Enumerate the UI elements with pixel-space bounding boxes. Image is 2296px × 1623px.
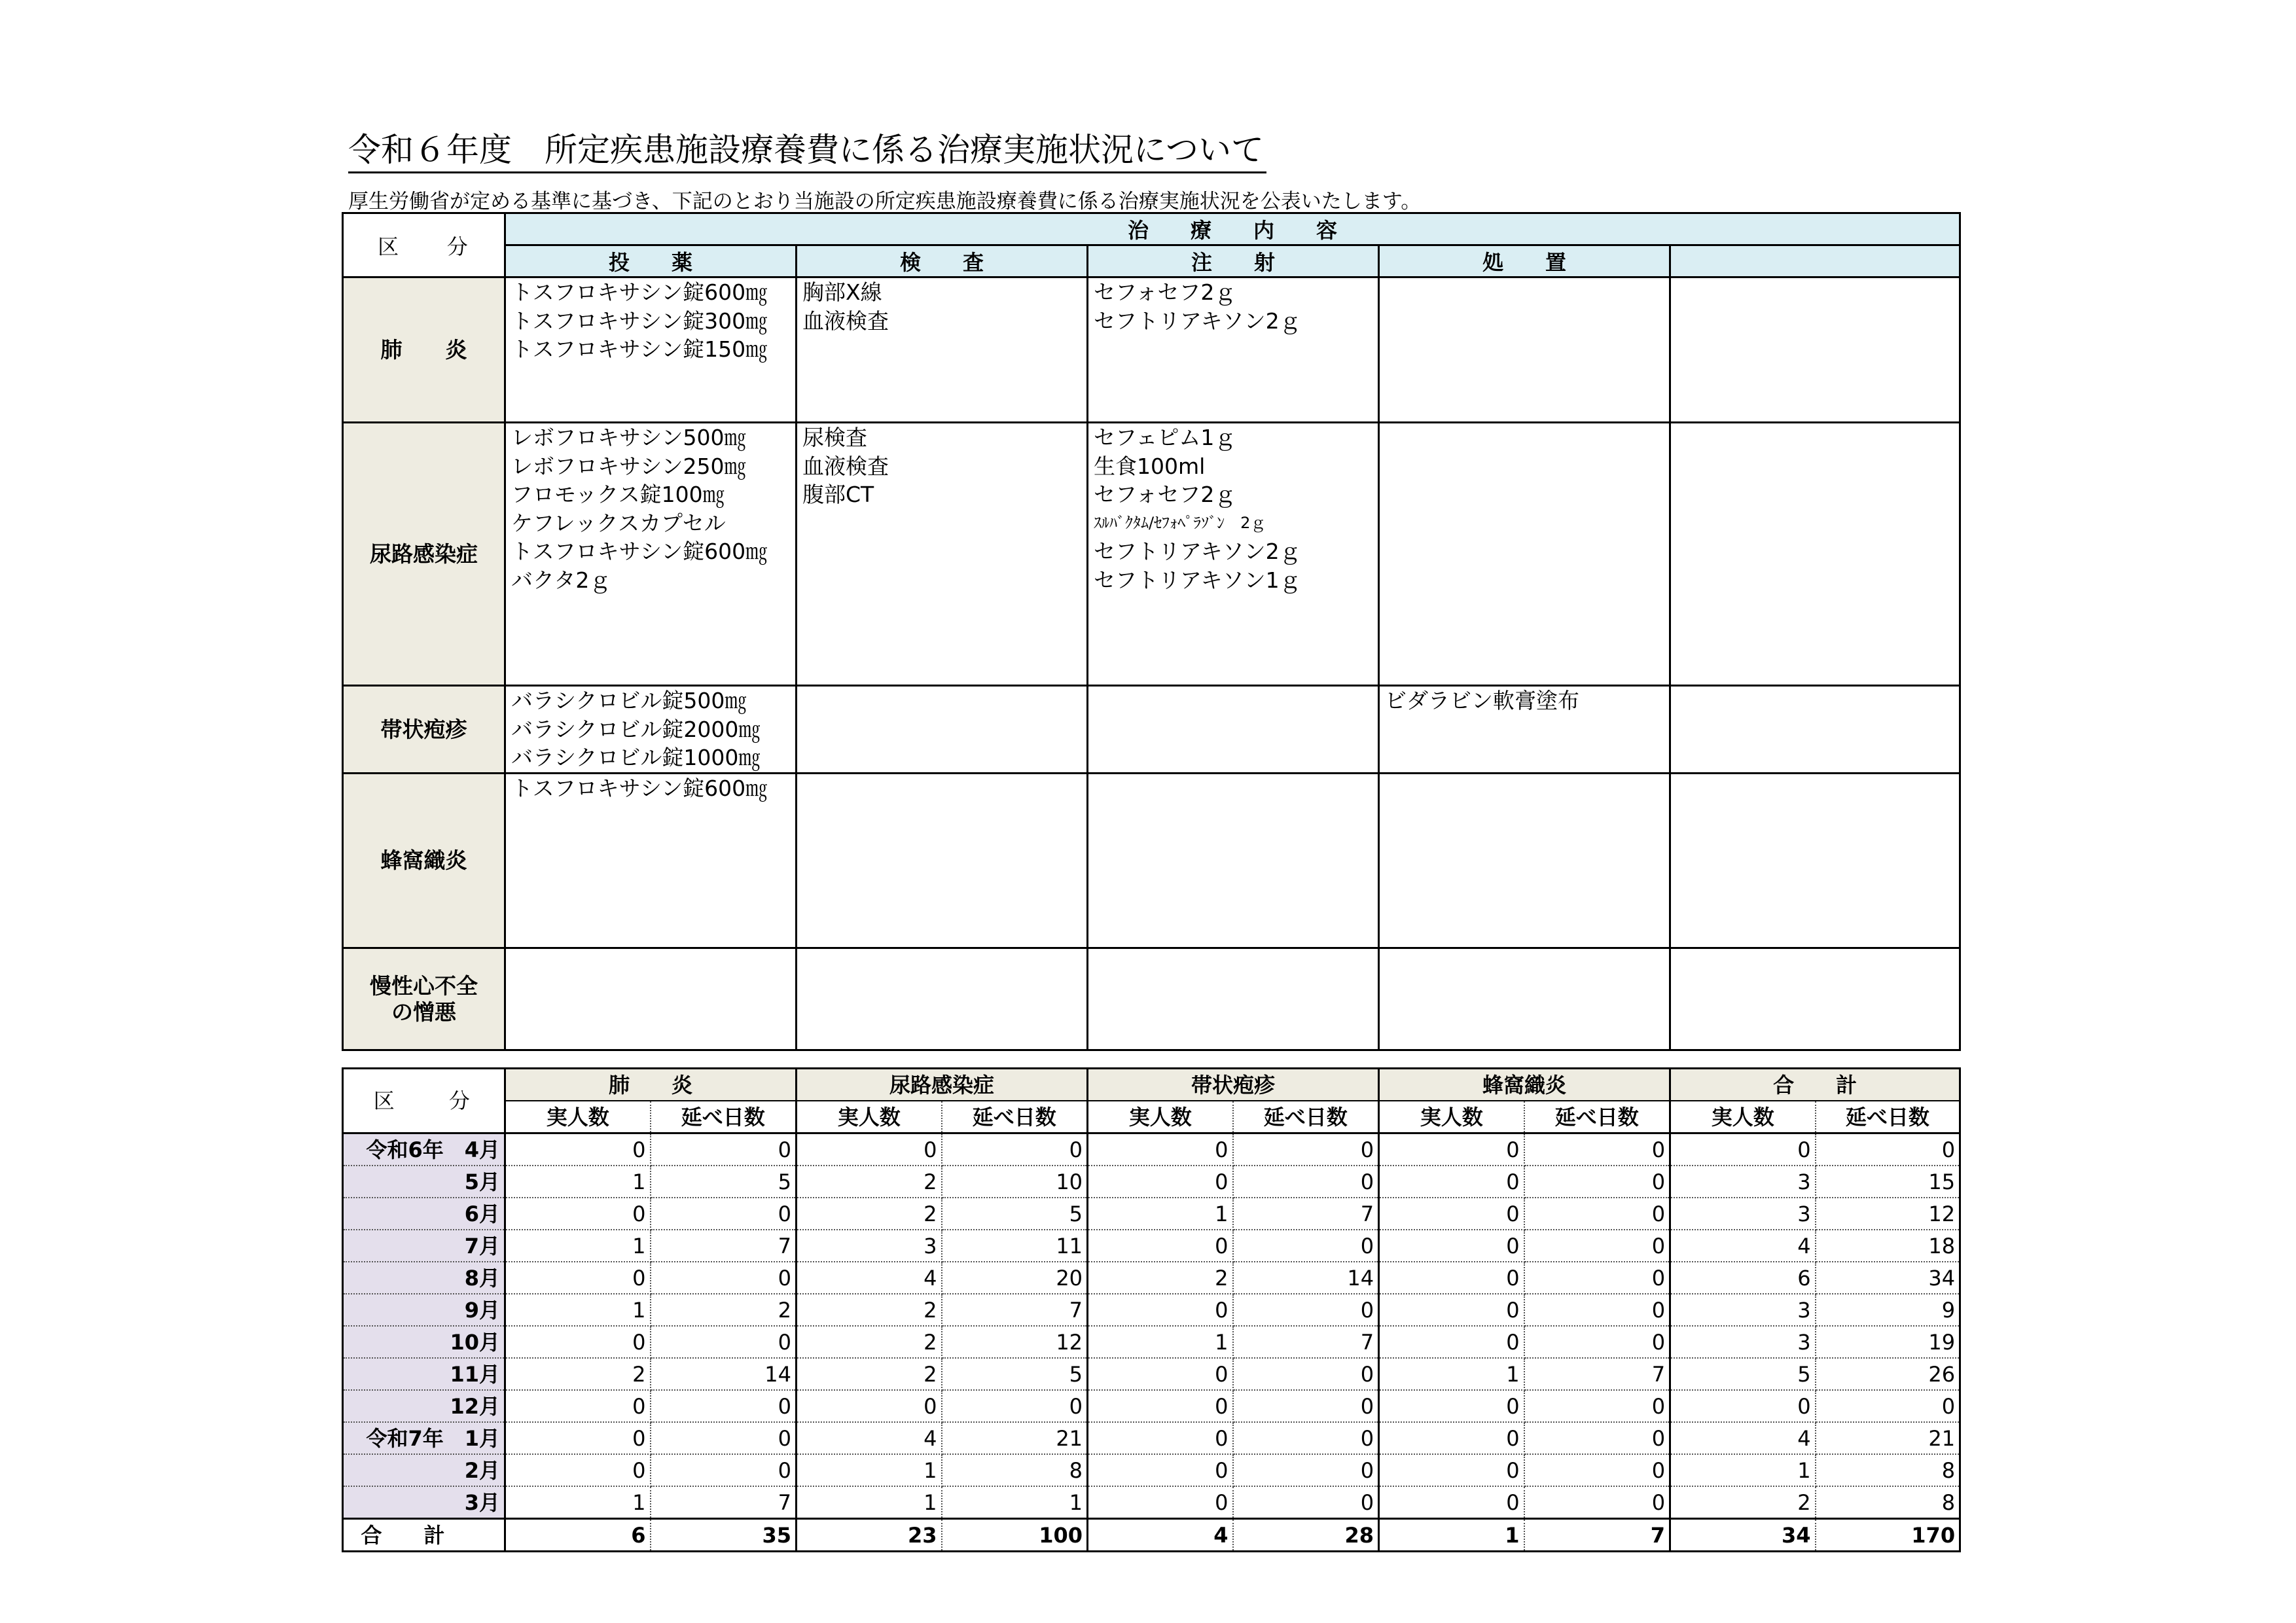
treatment-item: セフェピム1ｇ	[1094, 425, 1236, 450]
treatment-cell-medication	[505, 774, 797, 948]
patients-count: 2	[797, 1198, 942, 1230]
month-row	[343, 1166, 1960, 1198]
patients-count: 4	[797, 1262, 942, 1294]
patients-count: 5	[1670, 1358, 1816, 1390]
days-count: 18	[1816, 1230, 1960, 1262]
treatment-cell-blank	[1670, 774, 1960, 948]
treatment-item: ケフレックスカプセル	[511, 510, 726, 536]
treatment-row-chronic-heart-failure	[343, 948, 1960, 1050]
month-label: 3月	[343, 1486, 505, 1519]
patients-count: 0	[1088, 1486, 1233, 1519]
page-title: 令和６年度 所定疾患施設療養費に係る治療実施状況について	[348, 128, 1266, 173]
month-row	[343, 1486, 1960, 1519]
group-header-total: 合 計	[1670, 1069, 1960, 1101]
treatment-item: レボフロキサシン500㎎	[511, 425, 746, 450]
patients-count: 0	[1670, 1133, 1816, 1166]
treatment-item: バラシクロビル錠2000㎎	[511, 716, 761, 742]
month-row	[343, 1358, 1960, 1390]
patients-count: 0	[1379, 1262, 1524, 1294]
total-patients: 4	[1088, 1519, 1233, 1552]
days-count: 12	[942, 1326, 1088, 1358]
days-count: 0	[1524, 1166, 1670, 1198]
subheader-days: 延べ日数	[1233, 1101, 1379, 1133]
days-count: 0	[1233, 1454, 1379, 1486]
days-count: 0	[1524, 1422, 1670, 1454]
column-header-examination: 検 査	[797, 245, 1088, 277]
month-row	[343, 1422, 1960, 1454]
days-count: 0	[1524, 1294, 1670, 1326]
month-label: 令和6年 4月	[343, 1133, 505, 1166]
kubun-header: 区 分	[343, 1069, 505, 1133]
total-patients: 23	[797, 1519, 942, 1552]
patients-count: 0	[1379, 1294, 1524, 1326]
treatment-item: セフォセフ2ｇ	[1094, 279, 1236, 305]
kubun-header: 区 分	[343, 213, 505, 277]
days-count: 0	[1233, 1390, 1379, 1422]
subheader-patients: 実人数	[505, 1101, 651, 1133]
patients-count: 0	[1379, 1133, 1524, 1166]
days-count: 0	[1524, 1262, 1670, 1294]
treatment-item: トスフロキサシン錠300㎎	[511, 308, 768, 334]
month-row	[343, 1198, 1960, 1230]
days-count: 11	[942, 1230, 1088, 1262]
patients-count: 1	[1088, 1198, 1233, 1230]
treatment-item: トスフロキサシン錠600㎎	[511, 776, 768, 801]
days-count: 0	[1524, 1326, 1670, 1358]
days-count: 26	[1816, 1358, 1960, 1390]
treatment-cell-blank	[1670, 686, 1960, 774]
row-label: 尿路感染症	[343, 423, 505, 686]
treatment-cell-examination	[797, 686, 1088, 774]
total-label: 合計	[343, 1519, 505, 1552]
treatment-item: フロモックス錠100㎎	[511, 482, 725, 507]
patients-count: 3	[1670, 1166, 1816, 1198]
group-header-uti: 尿路感染症	[797, 1069, 1088, 1101]
patients-count: 1	[505, 1230, 651, 1262]
treatment-cell-examination	[797, 423, 1088, 686]
days-count: 0	[1524, 1486, 1670, 1519]
days-count: 0	[942, 1133, 1088, 1166]
treatment-cell-injection	[1088, 774, 1379, 948]
treatment-cell-procedure	[1379, 423, 1670, 686]
days-count: 0	[1233, 1358, 1379, 1390]
treatment-cell-medication	[505, 423, 797, 686]
days-count: 7	[942, 1294, 1088, 1326]
row-label: 蜂窩織炎	[343, 774, 505, 948]
days-count: 21	[942, 1422, 1088, 1454]
patients-count: 1	[505, 1486, 651, 1519]
row-label: 肺 炎	[343, 277, 505, 423]
days-count: 0	[651, 1262, 797, 1294]
count-table	[342, 1067, 1961, 1552]
patients-count: 2	[797, 1166, 942, 1198]
month-row	[343, 1390, 1960, 1422]
days-count: 8	[1816, 1454, 1960, 1486]
treatment-cell-injection	[1088, 686, 1379, 774]
days-count: 20	[942, 1262, 1088, 1294]
column-header-injection: 注 射	[1088, 245, 1379, 277]
patients-count: 1	[505, 1166, 651, 1198]
total-patients: 34	[1670, 1519, 1816, 1552]
subheader-patients: 実人数	[797, 1101, 942, 1133]
days-count: 0	[1233, 1486, 1379, 1519]
treatment-item: バラシクロビル錠500㎎	[511, 688, 747, 713]
patients-count: 2	[1088, 1262, 1233, 1294]
subheader-days: 延べ日数	[1524, 1101, 1670, 1133]
treatment-row-pneumonia	[343, 277, 1960, 423]
subheader-days: 延べ日数	[1816, 1101, 1960, 1133]
days-count: 0	[1233, 1230, 1379, 1262]
total-patients: 1	[1379, 1519, 1524, 1552]
days-count: 7	[1233, 1198, 1379, 1230]
patients-count: 0	[505, 1454, 651, 1486]
treatment-cell-injection	[1088, 948, 1379, 1050]
subheader-patients: 実人数	[1670, 1101, 1816, 1133]
group-header-herpes-zoster: 帯状疱疹	[1088, 1069, 1379, 1101]
treatment-row-uti	[343, 423, 1960, 686]
month-label: 8月	[343, 1262, 505, 1294]
patients-count: 0	[1379, 1486, 1524, 1519]
patients-count: 0	[1088, 1454, 1233, 1486]
days-count: 9	[1816, 1294, 1960, 1326]
days-count: 8	[1816, 1486, 1960, 1519]
patients-count: 4	[1670, 1422, 1816, 1454]
subheader-patients: 実人数	[1088, 1101, 1233, 1133]
month-label: 12月	[343, 1390, 505, 1422]
treatment-cell-blank	[1670, 277, 1960, 423]
patients-count: 0	[1088, 1294, 1233, 1326]
treatment-item: バラシクロビル錠1000㎎	[511, 745, 761, 770]
patients-count: 1	[1670, 1454, 1816, 1486]
column-header-blank	[1670, 245, 1960, 277]
subheader-days: 延べ日数	[651, 1101, 797, 1133]
days-count: 7	[651, 1230, 797, 1262]
days-count: 1	[942, 1486, 1088, 1519]
days-count: 0	[1233, 1422, 1379, 1454]
treatment-item: 腹部CT	[802, 482, 874, 507]
days-count: 0	[1816, 1390, 1960, 1422]
treatment-cell-injection	[1088, 423, 1379, 686]
row-label: 帯状疱疹	[343, 686, 505, 774]
days-count: 12	[1816, 1198, 1960, 1230]
column-header-medication: 投 薬	[505, 245, 797, 277]
days-count: 0	[1233, 1294, 1379, 1326]
treatment-table	[342, 212, 1961, 1051]
days-count: 7	[1524, 1358, 1670, 1390]
days-count: 10	[942, 1166, 1088, 1198]
treatment-item: トスフロキサシン錠600㎎	[511, 279, 768, 305]
patients-count: 0	[1379, 1454, 1524, 1486]
treatment-row-herpes-zoster	[343, 686, 1960, 774]
patients-count: 6	[1670, 1262, 1816, 1294]
patients-count: 0	[797, 1133, 942, 1166]
patients-count: 2	[797, 1358, 942, 1390]
total-row	[343, 1519, 1960, 1552]
row-label-line: の憎悪	[391, 999, 456, 1025]
treatment-group-header: 治 療 内 容	[505, 213, 1960, 245]
month-label: 9月	[343, 1294, 505, 1326]
days-count: 0	[651, 1133, 797, 1166]
month-label: 10月	[343, 1326, 505, 1358]
days-count: 19	[1816, 1326, 1960, 1358]
patients-count: 1	[505, 1294, 651, 1326]
days-count: 8	[942, 1454, 1088, 1486]
month-label: 11月	[343, 1358, 505, 1390]
patients-count: 0	[1379, 1422, 1524, 1454]
patients-count: 4	[797, 1422, 942, 1454]
patients-count: 0	[1088, 1390, 1233, 1422]
treatment-cell-blank	[1670, 423, 1960, 686]
days-count: 7	[1233, 1326, 1379, 1358]
patients-count: 2	[797, 1326, 942, 1358]
days-count: 0	[651, 1422, 797, 1454]
month-label: 2月	[343, 1454, 505, 1486]
page-subtitle: 厚生労働省が定める基準に基づき、下記のとおり当施設の所定疾患施設療養費に係る治療実施状況を公表いたします。	[348, 190, 1422, 213]
days-count: 0	[1524, 1454, 1670, 1486]
patients-count: 1	[1379, 1358, 1524, 1390]
treatment-item: 血液検査	[802, 308, 889, 334]
patients-count: 3	[1670, 1198, 1816, 1230]
total-days: 35	[651, 1519, 797, 1552]
patients-count: 0	[1088, 1133, 1233, 1166]
days-count: 0	[1233, 1166, 1379, 1198]
patients-count: 3	[797, 1230, 942, 1262]
treatment-cell-procedure	[1379, 774, 1670, 948]
row-label-line: 慢性心不全	[370, 972, 478, 999]
days-count: 0	[942, 1390, 1088, 1422]
patients-count: 0	[797, 1390, 942, 1422]
days-count: 14	[651, 1358, 797, 1390]
total-days: 28	[1233, 1519, 1379, 1552]
patients-count: 2	[1670, 1486, 1816, 1519]
days-count: 2	[651, 1294, 797, 1326]
patients-count: 0	[1088, 1166, 1233, 1198]
treatment-item: バクタ2ｇ	[511, 567, 611, 593]
patients-count: 1	[1088, 1326, 1233, 1358]
treatment-item: セフトリアキソン1ｇ	[1094, 567, 1301, 593]
month-label: 令和7年 1月	[343, 1422, 505, 1454]
treatment-cell-medication	[505, 948, 797, 1050]
treatment-item: トスフロキサシン錠150㎎	[511, 336, 768, 362]
subheader-days: 延べ日数	[942, 1101, 1088, 1133]
days-count: 34	[1816, 1262, 1960, 1294]
month-row	[343, 1454, 1960, 1486]
patients-count: 2	[797, 1294, 942, 1326]
days-count: 0	[1524, 1133, 1670, 1166]
month-row	[343, 1262, 1960, 1294]
subheader-patients: 実人数	[1379, 1101, 1524, 1133]
treatment-item: 血液検査	[802, 453, 889, 479]
days-count: 21	[1816, 1422, 1960, 1454]
patients-count: 0	[505, 1198, 651, 1230]
patients-count: 0	[1379, 1326, 1524, 1358]
treatment-cell-examination	[797, 948, 1088, 1050]
month-label: 6月	[343, 1198, 505, 1230]
days-count: 0	[651, 1390, 797, 1422]
month-label: 5月	[343, 1166, 505, 1198]
days-count: 0	[1524, 1198, 1670, 1230]
treatment-cell-medication	[505, 686, 797, 774]
treatment-item: セフトリアキソン2ｇ	[1094, 308, 1301, 334]
treatment-cell-medication	[505, 277, 797, 423]
patients-count: 0	[1379, 1390, 1524, 1422]
days-count: 5	[651, 1166, 797, 1198]
treatment-row-cellulitis	[343, 774, 1960, 948]
treatment-item: ｽﾙﾊﾞｸﾀﾑ/ｾﾌｫﾍﾟﾗｿﾞﾝ 2ｇ	[1094, 513, 1266, 532]
days-count: 0	[651, 1198, 797, 1230]
total-days: 100	[942, 1519, 1088, 1552]
days-count: 0	[1524, 1230, 1670, 1262]
days-count: 5	[942, 1198, 1088, 1230]
treatment-cell-blank	[1670, 948, 1960, 1050]
days-count: 5	[942, 1358, 1088, 1390]
treatment-item: ビダラビン軟膏塗布	[1385, 688, 1579, 713]
days-count: 0	[1816, 1133, 1960, 1166]
treatment-cell-procedure	[1379, 277, 1670, 423]
patients-count: 1	[797, 1454, 942, 1486]
patients-count: 0	[505, 1390, 651, 1422]
month-row	[343, 1326, 1960, 1358]
days-count: 15	[1816, 1166, 1960, 1198]
patients-count: 0	[1670, 1390, 1816, 1422]
patients-count: 0	[505, 1262, 651, 1294]
total-days: 7	[1524, 1519, 1670, 1552]
patients-count: 3	[1670, 1294, 1816, 1326]
total-patients: 6	[505, 1519, 651, 1552]
group-header-pneumonia: 肺 炎	[505, 1069, 797, 1101]
treatment-cell-injection	[1088, 277, 1379, 423]
days-count: 14	[1233, 1262, 1379, 1294]
patients-count: 4	[1670, 1230, 1816, 1262]
patients-count: 0	[505, 1422, 651, 1454]
patients-count: 0	[505, 1133, 651, 1166]
month-label: 7月	[343, 1230, 505, 1262]
patients-count: 0	[1088, 1358, 1233, 1390]
treatment-cell-procedure	[1379, 686, 1670, 774]
patients-count: 1	[797, 1486, 942, 1519]
days-count: 0	[1233, 1133, 1379, 1166]
column-header-procedure: 処 置	[1379, 245, 1670, 277]
treatment-cell-procedure	[1379, 948, 1670, 1050]
row-label	[343, 948, 505, 1050]
patients-count: 0	[1379, 1198, 1524, 1230]
days-count: 0	[651, 1454, 797, 1486]
patients-count: 0	[1379, 1230, 1524, 1262]
days-count: 7	[651, 1486, 797, 1519]
treatment-item: セフトリアキソン2ｇ	[1094, 539, 1301, 564]
patients-count: 0	[1088, 1422, 1233, 1454]
treatment-item: トスフロキサシン錠600㎎	[511, 539, 768, 564]
patients-count: 3	[1670, 1326, 1816, 1358]
month-row	[343, 1294, 1960, 1326]
patients-count: 0	[1379, 1166, 1524, 1198]
month-row	[343, 1133, 1960, 1166]
treatment-item: セフォセフ2ｇ	[1094, 482, 1236, 507]
treatment-item: レボフロキサシン250㎎	[511, 453, 746, 479]
treatment-item: 生食100ml	[1094, 453, 1206, 479]
treatment-cell-examination	[797, 774, 1088, 948]
treatment-item: 胸部X線	[802, 279, 882, 305]
patients-count: 2	[505, 1358, 651, 1390]
days-count: 0	[651, 1326, 797, 1358]
month-row	[343, 1230, 1960, 1262]
patients-count: 0	[1088, 1230, 1233, 1262]
treatment-cell-examination	[797, 277, 1088, 423]
total-days: 170	[1816, 1519, 1960, 1552]
patients-count: 0	[505, 1326, 651, 1358]
treatment-item: 尿検査	[802, 425, 867, 450]
group-header-cellulitis: 蜂窩織炎	[1379, 1069, 1670, 1101]
days-count: 0	[1524, 1390, 1670, 1422]
